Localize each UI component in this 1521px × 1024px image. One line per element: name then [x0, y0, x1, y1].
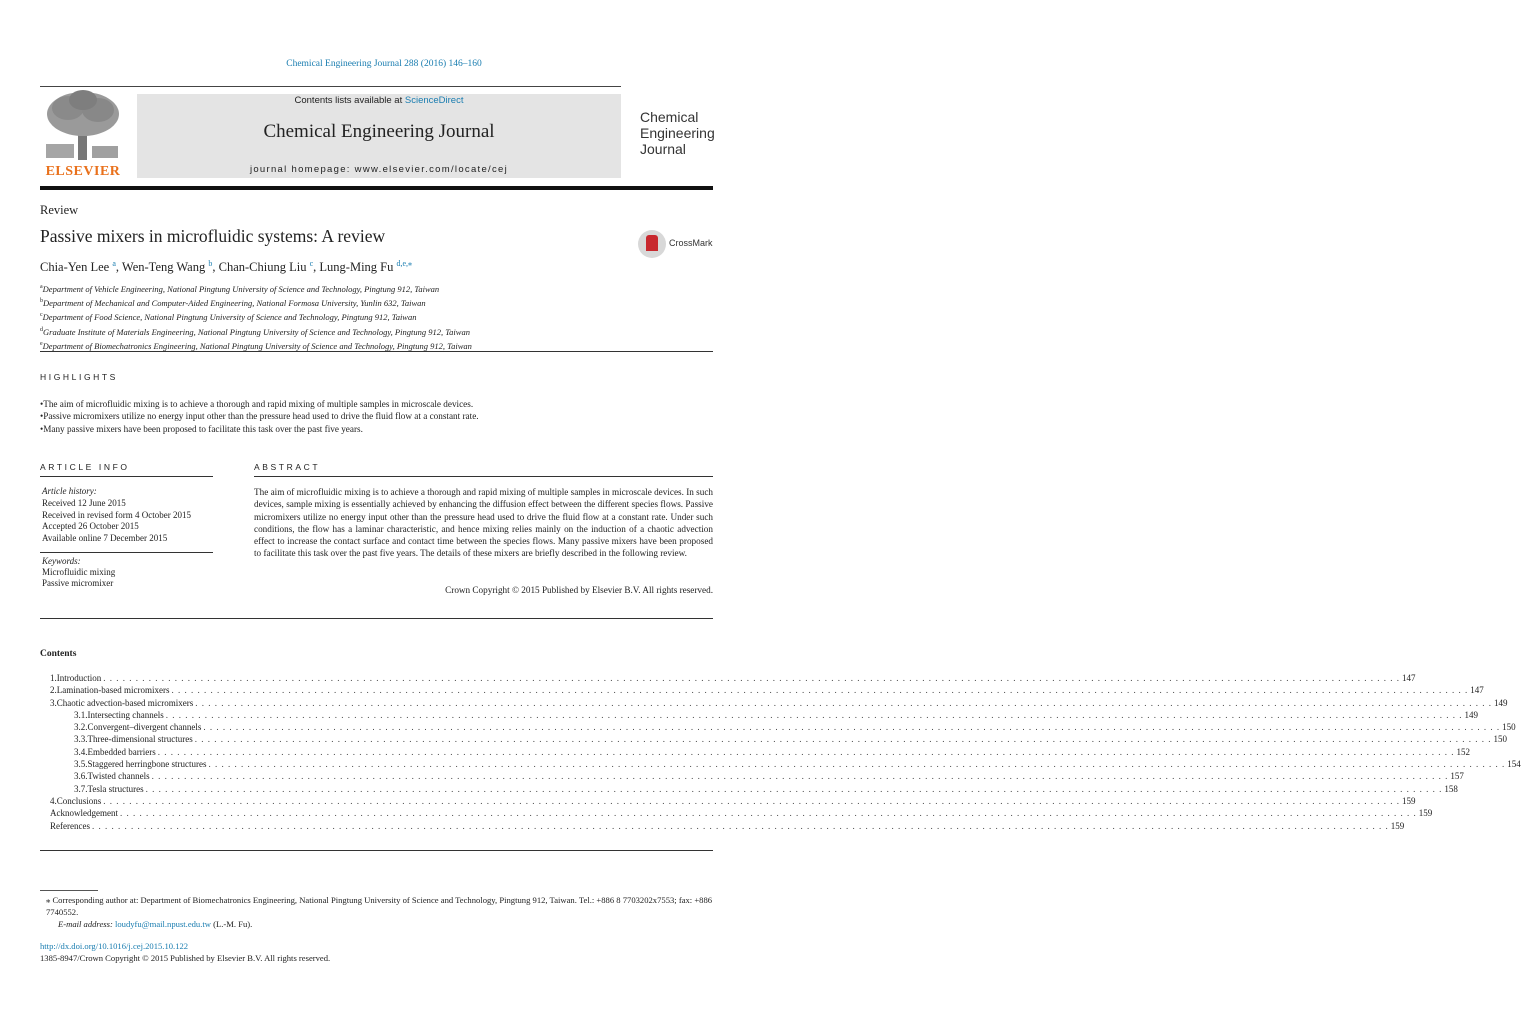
- toc-number: 3.2.: [74, 722, 88, 733]
- footnote-mark: ⁎: [46, 895, 51, 905]
- contents-availability: [137, 95, 621, 106]
- toc-title[interactable]: Embedded barriers: [87, 746, 156, 757]
- journal-citation[interactable]: Chemical Engineering Journal 288 (2016) 146–160: [286, 59, 482, 69]
- footnote-text: Corresponding author at: Department of Biomechatronics Engineering, National Pingtung University of Science and Technology, Pingtung 912, Taiwan. Tel.: +886 8 7703202x7553; fax: +886 7740552.: [46, 895, 713, 917]
- toc-number: 4.: [50, 795, 57, 806]
- toc-number: 3.6.: [74, 771, 88, 782]
- footnote-email: [40, 918, 713, 930]
- cover-title-line: Journal: [640, 141, 686, 157]
- affiliation-text: Department of Vehicle Engineering, National Pingtung University of Science and Technology, Pingtung 912, Taiwan: [42, 283, 440, 294]
- article-type: Review: [40, 203, 79, 217]
- toc-number: 3.: [50, 697, 57, 708]
- toc-title[interactable]: Introduction: [56, 673, 102, 683]
- toc-page-number: 149: [1464, 709, 1478, 720]
- crossmark-icon: [638, 230, 666, 258]
- highlights-list: [40, 398, 479, 435]
- toc-entry[interactable]: [40, 795, 1416, 807]
- email-suffix: (L.-M. Fu).: [213, 919, 253, 929]
- contents-rule: [40, 618, 713, 619]
- affiliation-text: Graduate Institute of Materials Engineering, National Pingtung University of Science and Technology, Pingtung 912, Taiwan: [43, 326, 470, 337]
- author-list: Chia-Yen Lee $^a$, Wen-Teng Wang $^b$, Chan-Chiung Liu $^c$, Lung-Ming Fu $^{d,e,⁎}$: [40, 259, 413, 275]
- article-info-rule: [40, 476, 213, 477]
- history-label: Article history:: [42, 486, 97, 496]
- affiliation-list: [40, 281, 472, 352]
- affiliation-mark: b: [40, 298, 43, 305]
- affiliation-text: Department of Food Science, National Pingtung University of Science and Technology, Pingtung 912, Taiwan: [42, 312, 417, 323]
- keywords: [42, 556, 115, 590]
- toc-page-number: 157: [1450, 771, 1464, 782]
- toc-leader-dots: . . . . . . . . . . . . . . . . . . . . . . . . . . . . . . . . . . . . . . . . . . . . . . . . . . . . . . . . . . . . . . . . . . . . . . . . . . . . . . . . . . . . . . . . . . . . . . . . . . . . . . . . . . . . . . . . . . . . . . . . . . . . . . . . . . . . . . . . . . . . . . . . . . . . . . . . . . . . . . . . . . . . . . . . . . . . . . . . . . . . . . . . . . . . . . . . . . . . . . . .: [103, 673, 1400, 683]
- affiliation-mark: e: [40, 340, 43, 347]
- toc-number: 1.: [50, 673, 57, 683]
- issn-line: 1385-8947/Crown Copyright © 2015 Published by Elsevier B.V. All rights reserved.: [40, 953, 331, 963]
- toc-entry[interactable]: [40, 684, 1484, 696]
- toc-page-number: 150: [1493, 734, 1507, 745]
- article-history: [42, 486, 191, 545]
- toc-page-number: 159: [1402, 795, 1416, 806]
- affiliation-item: [40, 281, 472, 295]
- email-link[interactable]: loudyfu@mail.npust.edu.tw: [114, 919, 211, 929]
- toc-entry[interactable]: [40, 733, 1507, 745]
- abstract-rule: [254, 476, 713, 477]
- toc-leader-dots: . . . . . . . . . . . . . . . . . . . . . . . . . . . . . . . . . . . . . . . . . . . . . . . . . . . . . . . . . . . . . . . . . . . . . . . . . . . . . . . . . . . . . . . . . . . . . . . . . . . . . . . . . . . . . . . . . . . . . . . . . . . . . . . . . . . . . . . . . . . . . . . . . . . . . . . . . . . . . . . . . . . . . . . . . . . . . . . . . . . . . . . . . . . . . . . . . . . . . . . .: [145, 783, 1443, 794]
- doi-link[interactable]: http://dx.doi.org/10.1016/j.cej.2015.10.122: [40, 941, 189, 951]
- journal-homepage[interactable]: journal homepage: www.elsevier.com/locate/cej: [249, 164, 509, 175]
- history-item: Available online 7 December 2015: [42, 533, 168, 544]
- publisher-name: ELSEVIER: [45, 164, 121, 179]
- affiliation-mark: c: [40, 312, 43, 319]
- toc-page-number: 158: [1444, 783, 1458, 794]
- abstract-text: The aim of microfluidic mixing is to achieve a thorough and rapid mixing of multiple samples in microscale devices. In such devices, sample mixing is essentially achieved by enhancing the diffusion effect between the different species flows. Passive micromixers utilize no energy input other than the pressure head used to drive the fluid flow at a constant rate. Under such conditions, the flow has a laminar characteristic, and hence mixing relies mainly on the induction of a chaotic advection effect to increase the contact surface and contact time between the species flows. Many passive mixers have been proposed to facilitate this task over the past five years. The details of these mixers are briefly described in the following review.: [254, 487, 714, 559]
- author-name[interactable]: Chia-Yen Lee: [40, 260, 110, 275]
- toc-leader-dots: . . . . . . . . . . . . . . . . . . . . . . . . . . . . . . . . . . . . . . . . . . . . . . . . . . . . . . . . . . . . . . . . . . . . . . . . . . . . . . . . . . . . . . . . . . . . . . . . . . . . . . . . . . . . . . . . . . . . . . . . . . . . . . . . . . . . . . . . . . . . . . . . . . . . . . . . . . . . . . . . . . . . . . . . . . . . . . . . . . . . . . . . . . . . . . . . . . . . . . . .: [157, 746, 1455, 757]
- journal-title: Chemical Engineering Journal: [263, 121, 495, 142]
- toc-title[interactable]: Conclusions: [56, 795, 102, 806]
- toc-title[interactable]: Tesla structures: [87, 783, 144, 794]
- footnote-rule: [40, 890, 98, 891]
- sciencedirect-link[interactable]: ScienceDirect: [404, 95, 464, 106]
- toc-leader-dots: . . . . . . . . . . . . . . . . . . . . . . . . . . . . . . . . . . . . . . . . . . . . . . . . . . . . . . . . . . . . . . . . . . . . . . . . . . . . . . . . . . . . . . . . . . . . . . . . . . . . . . . . . . . . . . . . . . . . . . . . . . . . . . . . . . . . . . . . . . . . . . . . . . . . . . . . . . . . . . . . . . . . . . . . . . . . . . . . . . . . . . . . . . . . . . . . . . . . . . . .: [165, 709, 1463, 720]
- toc-number: 3.4.: [74, 746, 88, 757]
- toc-leader-dots: . . . . . . . . . . . . . . . . . . . . . . . . . . . . . . . . . . . . . . . . . . . . . . . . . . . . . . . . . . . . . . . . . . . . . . . . . . . . . . . . . . . . . . . . . . . . . . . . . . . . . . . . . . . . . . . . . . . . . . . . . . . . . . . . . . . . . . . . . . . . . . . . . . . . . . . . . . . . . . . . . . . . . . . . . . . . . . . . . . . . . . . . . . . . . . . . . . . . . . . .: [208, 759, 1506, 770]
- toc-entry[interactable]: [40, 783, 1458, 795]
- toc-leader-dots: . . . . . . . . . . . . . . . . . . . . . . . . . . . . . . . . . . . . . . . . . . . . . . . . . . . . . . . . . . . . . . . . . . . . . . . . . . . . . . . . . . . . . . . . . . . . . . . . . . . . . . . . . . . . . . . . . . . . . . . . . . . . . . . . . . . . . . . . . . . . . . . . . . . . . . . . . . . . . . . . . . . . . . . . . . . . . . . . . . . . . . . . . . . . . . . . . . . . . . . .: [103, 795, 1401, 806]
- toc-leader-dots: . . . . . . . . . . . . . . . . . . . . . . . . . . . . . . . . . . . . . . . . . . . . . . . . . . . . . . . . . . . . . . . . . . . . . . . . . . . . . . . . . . . . . . . . . . . . . . . . . . . . . . . . . . . . . . . . . . . . . . . . . . . . . . . . . . . . . . . . . . . . . . . . . . . . . . . . . . . . . . . . . . . . . . . . . . . . . . . . . . . . . . . . . . . . . . . . . . . . . . . .: [195, 697, 1492, 708]
- cover-title-line: Engineering: [640, 125, 715, 141]
- toc-page-number: 159: [1390, 820, 1405, 831]
- affiliation-item: [40, 309, 472, 323]
- section-divider: [40, 351, 713, 352]
- toc-page-number: 149: [1493, 697, 1508, 708]
- toc-entry[interactable]: [40, 709, 1478, 721]
- header-top-rule: [40, 86, 621, 87]
- toc-title[interactable]: Chaotic advection-based micromixers: [56, 697, 194, 708]
- toc-number: 3.5.: [74, 759, 88, 770]
- toc-page-number: 159: [1418, 808, 1433, 819]
- toc-page-number: 154: [1507, 759, 1521, 770]
- author-affiliation-mark[interactable]: a: [112, 259, 116, 268]
- article-title: Passive mixers in microfluidic systems: A review: [40, 226, 386, 246]
- highlight-item: • Passive micromixers utilize no energy input other than the pressure head used to drive the fluid flow at a constant rate.: [40, 410, 479, 422]
- abstract-heading: ABSTRACT: [254, 462, 321, 472]
- author-name[interactable]: Chan-Chiung Liu: [218, 260, 307, 275]
- toc-entry[interactable]: [40, 672, 1416, 684]
- table-of-contents: [40, 672, 1521, 832]
- toc-title[interactable]: Intersecting channels: [87, 709, 164, 720]
- contents-heading: Contents: [40, 649, 77, 659]
- crossmark-button[interactable]: [638, 230, 718, 258]
- author-affiliation-mark[interactable]: d,e,⁎: [396, 259, 413, 268]
- affiliation-mark: a: [40, 284, 43, 290]
- toc-title[interactable]: Lamination-based micromixers: [56, 685, 170, 696]
- toc-number: 3.3.: [74, 734, 88, 745]
- journal-header-band: [137, 94, 621, 178]
- author-affiliation-mark[interactable]: c: [309, 259, 314, 268]
- abstract-copyright: Crown Copyright © 2015 Published by Elsevier B.V. All rights reserved.: [445, 585, 713, 595]
- toc-title[interactable]: Three-dimensional structures: [87, 734, 193, 745]
- toc-leader-dots: . . . . . . . . . . . . . . . . . . . . . . . . . . . . . . . . . . . . . . . . . . . . . . . . . . . . . . . . . . . . . . . . . . . . . . . . . . . . . . . . . . . . . . . . . . . . . . . . . . . . . . . . . . . . . . . . . . . . . . . . . . . . . . . . . . . . . . . . . . . . . . . . . . . . . . . . . . . . . . . . . . . . . . . . . . . . . . . . . . . . . . . . . . . . . . . . . . . . . . . .: [119, 808, 1417, 819]
- keyword-item: Passive micromixer: [42, 578, 114, 589]
- crossmark-label: CrossMark: [669, 238, 713, 248]
- toc-number: 2.: [50, 685, 57, 696]
- toc-leader-dots: . . . . . . . . . . . . . . . . . . . . . . . . . . . . . . . . . . . . . . . . . . . . . . . . . . . . . . . . . . . . . . . . . . . . . . . . . . . . . . . . . . . . . . . . . . . . . . . . . . . . . . . . . . . . . . . . . . . . . . . . . . . . . . . . . . . . . . . . . . . . . . . . . . . . . . . . . . . . . . . . . . . . . . . . . . . . . . . . . . . . . . . . . . . . . . . . . . . . . . . .: [151, 771, 1449, 782]
- toc-title[interactable]: Convergent–divergent channels: [87, 722, 202, 733]
- toc-number: [40, 820, 50, 832]
- email-label: E-mail address:: [58, 919, 113, 929]
- toc-leader-dots: . . . . . . . . . . . . . . . . . . . . . . . . . . . . . . . . . . . . . . . . . . . . . . . . . . . . . . . . . . . . . . . . . . . . . . . . . . . . . . . . . . . . . . . . . . . . . . . . . . . . . . . . . . . . . . . . . . . . . . . . . . . . . . . . . . . . . . . . . . . . . . . . . . . . . . . . . . . . . . . . . . . . . . . . . . . . . . . . . . . . . . . . . . . . . . . . . . . . . . . .: [194, 734, 1492, 745]
- tree-logo-icon: [40, 88, 126, 162]
- affiliation-item: [40, 295, 472, 309]
- toc-page-number: 147: [1470, 685, 1484, 696]
- toc-entry[interactable]: [40, 770, 1464, 782]
- affiliation-mark: d: [40, 326, 43, 333]
- corresponding-author-footnote: [40, 894, 713, 930]
- toc-number: 3.7.: [74, 783, 88, 794]
- toc-title[interactable]: Staggered herringbone structures: [87, 759, 207, 770]
- author-name[interactable]: Lung-Ming Fu: [319, 260, 394, 275]
- article-info-heading: ARTICLE INFO: [40, 462, 130, 472]
- toc-page-number: 147: [1402, 673, 1416, 683]
- history-item: Received 12 June 2015: [42, 497, 126, 508]
- toc-title[interactable]: Acknowledgement: [50, 808, 118, 819]
- toc-leader-dots: . . . . . . . . . . . . . . . . . . . . . . . . . . . . . . . . . . . . . . . . . . . . . . . . . . . . . . . . . . . . . . . . . . . . . . . . . . . . . . . . . . . . . . . . . . . . . . . . . . . . . . . . . . . . . . . . . . . . . . . . . . . . . . . . . . . . . . . . . . . . . . . . . . . . . . . . . . . . . . . . . . . . . . . . . . . . . . . . . . . . . . . . . . . . . . . . . . . . . . . .: [203, 722, 1501, 733]
- toc-number: 3.1.: [74, 709, 88, 720]
- toc-entry[interactable]: [40, 721, 1516, 733]
- journal-cover-title: [640, 109, 715, 157]
- toc-entry[interactable]: [40, 697, 1508, 709]
- toc-entry[interactable]: [40, 807, 1433, 819]
- elsevier-logo: [40, 88, 126, 180]
- toc-title[interactable]: Twisted channels: [87, 771, 150, 782]
- author-name[interactable]: Wen-Teng Wang: [121, 260, 206, 275]
- keywords-rule: [40, 552, 213, 553]
- toc-leader-dots: . . . . . . . . . . . . . . . . . . . . . . . . . . . . . . . . . . . . . . . . . . . . . . . . . . . . . . . . . . . . . . . . . . . . . . . . . . . . . . . . . . . . . . . . . . . . . . . . . . . . . . . . . . . . . . . . . . . . . . . . . . . . . . . . . . . . . . . . . . . . . . . . . . . . . . . . . . . . . . . . . . . . . . . . . . . . . . . . . . . . . . . . . . . . . . . . . . . . . . . .: [171, 685, 1469, 696]
- toc-leader-dots: . . . . . . . . . . . . . . . . . . . . . . . . . . . . . . . . . . . . . . . . . . . . . . . . . . . . . . . . . . . . . . . . . . . . . . . . . . . . . . . . . . . . . . . . . . . . . . . . . . . . . . . . . . . . . . . . . . . . . . . . . . . . . . . . . . . . . . . . . . . . . . . . . . . . . . . . . . . . . . . . . . . . . . . . . . . . . . . . . . . . . . . . . . . . . . . . . . . . . . . .: [91, 820, 1389, 831]
- contents-prefix: Contents lists available at: [294, 95, 405, 106]
- toc-entry[interactable]: [40, 746, 1470, 758]
- keyword-item: Microfluidic mixing: [42, 567, 116, 578]
- history-item: Accepted 26 October 2015: [42, 521, 139, 532]
- toc-page-number: 150: [1502, 722, 1516, 733]
- toc-title[interactable]: References: [50, 820, 90, 831]
- highlight-item: • The aim of microfluidic mixing is to achieve a thorough and rapid mixing of multiple samples in microscale devices.: [40, 398, 479, 410]
- affiliation-text: Department of Mechanical and Computer-Aided Engineering, National Formosa University, Yunlin 632, Taiwan: [43, 298, 426, 309]
- contents-bottom-rule: [40, 850, 713, 851]
- toc-page-number: 152: [1456, 746, 1470, 757]
- header-thick-rule: [40, 186, 713, 190]
- toc-entry[interactable]: [40, 820, 1405, 832]
- affiliation-item: [40, 324, 472, 338]
- cover-title-line: Chemical: [640, 109, 699, 125]
- affiliation-text: Department of Biomechatronics Engineering, National Pingtung University of Science and Technology, Pingtung 912, Taiwan: [42, 340, 472, 351]
- history-item: Received in revised form 4 October 2015: [42, 509, 191, 520]
- toc-number: [40, 807, 50, 819]
- highlights-heading: HIGHLIGHTS: [40, 372, 118, 382]
- author-affiliation-mark[interactable]: b: [208, 259, 213, 268]
- footnote-body: [40, 894, 713, 918]
- highlight-item: • Many passive mixers have been proposed to facilitate this task over the past five years.: [40, 423, 479, 435]
- toc-entry[interactable]: [40, 758, 1521, 770]
- keywords-label: Keywords:: [42, 556, 81, 566]
